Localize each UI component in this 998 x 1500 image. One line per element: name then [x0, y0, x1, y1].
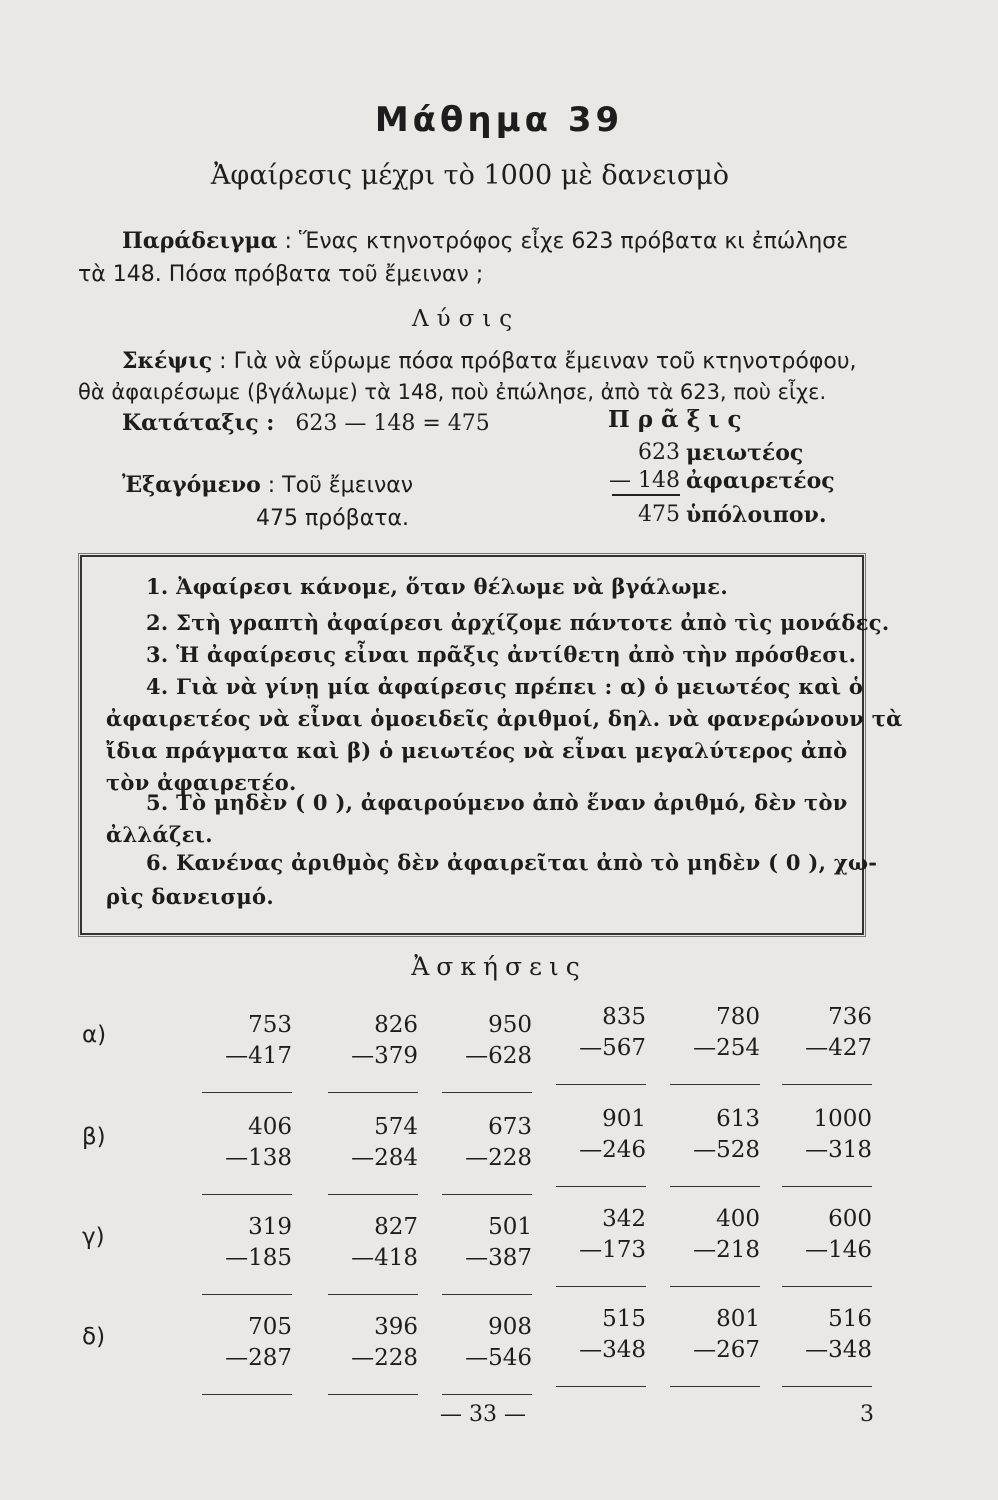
exercise-minuend: 780: [716, 1004, 760, 1030]
exercise-problem: [192, 1010, 292, 1094]
exercise-minuend: 515: [602, 1306, 646, 1332]
answer-line[interactable]: [556, 1084, 646, 1086]
remainder-value: 475: [638, 502, 680, 527]
answer-line[interactable]: [782, 1386, 872, 1388]
answer-line[interactable]: [202, 1092, 292, 1094]
exercise-minuend: 753: [248, 1012, 292, 1038]
exercise-subtrahend: —379: [351, 1043, 418, 1069]
exercise-minuend: 613: [716, 1106, 760, 1132]
exercises-heading: Ἀσκήσεις: [411, 952, 587, 981]
answer-line[interactable]: [202, 1294, 292, 1296]
rule-4-cont-2: ἴδια πράγματα καὶ β) ὁ μειωτέος νὰ εἶναι μεγαλύτερος ἀπὸ: [106, 738, 848, 763]
exercise-subtrahend: —546: [465, 1345, 532, 1371]
exercise-subtrahend: —348: [805, 1337, 872, 1363]
result-line-2: 475 πρόβατα.: [256, 506, 409, 531]
signature-mark: 3: [860, 1402, 874, 1427]
lesson-subtitle: Ἀφαίρεσις μέχρι τὸ 1000 μὲ δανεισμὸ: [210, 160, 730, 191]
exercise-problem: [660, 1204, 760, 1288]
exercise-subtrahend: —228: [351, 1345, 418, 1371]
rule-1: 1. Ἀφαίρεσι κάνομε, ὅταν θέλωμε νὰ βγάλωμε.: [146, 574, 728, 599]
example-line-2: τὰ 148. Πόσα πρόβατα τοῦ ἔμειναν ;: [78, 262, 484, 287]
exercise-minuend: 516: [828, 1306, 872, 1332]
exercise-subtrahend: —348: [579, 1337, 646, 1363]
exercise-problem: [772, 1002, 872, 1086]
calc-underline: [612, 494, 680, 496]
exercise-subtrahend: —528: [693, 1137, 760, 1163]
answer-line[interactable]: [442, 1294, 532, 1296]
answer-line[interactable]: [442, 1394, 532, 1396]
exercise-problem: [660, 1304, 760, 1388]
exercise-subtrahend: —267: [693, 1337, 760, 1363]
exercise-minuend: 950: [488, 1012, 532, 1038]
arrangement-equation: 623 — 148 = 475: [295, 411, 490, 436]
answer-line[interactable]: [442, 1092, 532, 1094]
exercise-subtrahend: —318: [805, 1137, 872, 1163]
minuend-value: 623: [638, 440, 680, 465]
arrangement-label: Κατάταξις :: [122, 410, 275, 436]
result-label: Ἐξαγόμενο: [122, 472, 261, 498]
exercise-minuend: 835: [602, 1004, 646, 1030]
exercise-problem: [772, 1304, 872, 1388]
exercise-subtrahend: —146: [805, 1237, 872, 1263]
exercise-minuend: 574: [374, 1114, 418, 1140]
exercise-problem: [318, 1312, 418, 1396]
rule-4: 4. Γιὰ νὰ γίνῃ μία ἀφαίρεσις πρέπει : α) ὁ μειωτέος καὶ ὁ: [146, 674, 864, 699]
answer-line[interactable]: [782, 1286, 872, 1288]
exercise-minuend: 673: [488, 1114, 532, 1140]
exercise-problem: [772, 1204, 872, 1288]
exercise-subtrahend: —287: [225, 1345, 292, 1371]
exercise-subtrahend: —254: [693, 1035, 760, 1061]
exercise-subtrahend: —418: [351, 1245, 418, 1271]
exercise-minuend: 908: [488, 1314, 532, 1340]
exercise-minuend: 705: [248, 1314, 292, 1340]
exercise-row-label: δ): [82, 1324, 106, 1350]
exercise-problem: [432, 1112, 532, 1196]
exercise-subtrahend: —417: [225, 1043, 292, 1069]
answer-line[interactable]: [328, 1092, 418, 1094]
exercise-minuend: 827: [374, 1214, 418, 1240]
exercise-subtrahend: —567: [579, 1035, 646, 1061]
exercise-problem: [192, 1312, 292, 1396]
example-line-1: [122, 228, 848, 254]
exercise-subtrahend: —427: [805, 1035, 872, 1061]
answer-line[interactable]: [556, 1386, 646, 1388]
result-text-1: : Τοῦ ἔμειναν: [267, 473, 414, 498]
exercise-problem: [192, 1112, 292, 1196]
answer-line[interactable]: [328, 1394, 418, 1396]
rule-6-cont: ρὶς δανεισμό.: [106, 884, 274, 909]
answer-line[interactable]: [556, 1286, 646, 1288]
exercise-minuend: 406: [248, 1114, 292, 1140]
exercise-problem: [432, 1212, 532, 1296]
exercise-subtrahend: —387: [465, 1245, 532, 1271]
result-line-1: [122, 472, 413, 498]
exercise-row-label: γ): [82, 1224, 105, 1250]
solution-heading: Λύσις: [412, 306, 521, 332]
exercise-subtrahend: —138: [225, 1145, 292, 1171]
thought-text-1: : Γιὰ νὰ εὕρωμε πόσα πρόβατα ἔμειναν τοῦ κτηνοτρόφου,: [219, 349, 857, 374]
arrangement-line: [122, 410, 490, 436]
exercise-problem: [546, 1002, 646, 1086]
remainder-label: ὑπόλοιπον.: [686, 502, 827, 528]
exercise-subtrahend: —173: [579, 1237, 646, 1263]
exercise-subtrahend: —246: [579, 1137, 646, 1163]
exercise-row-label: β): [82, 1124, 106, 1150]
exercise-problem: [772, 1104, 872, 1188]
exercise-row-label: α): [82, 1022, 107, 1048]
rule-3: 3. Ἡ ἀφαίρεσις εἶναι πρᾶξις ἀντίθετη ἀπὸ τὴν πρόσθεσι.: [146, 642, 857, 667]
exercise-minuend: 600: [828, 1206, 872, 1232]
answer-line[interactable]: [328, 1294, 418, 1296]
exercise-problem: [660, 1104, 760, 1188]
answer-line[interactable]: [782, 1084, 872, 1086]
exercise-subtrahend: —218: [693, 1237, 760, 1263]
lesson-title: Μάθημα 39: [374, 100, 624, 140]
rule-2: 2. Στὴ γραπτὴ ἀφαίρεσι ἀρχίζομε πάντοτε ἀπὸ τὶς μονάδες.: [146, 610, 890, 635]
thought-line-2: θὰ ἀφαιρέσωμε (βγάλωμε) τὰ 148, ποὺ ἐπώλησε, ἀπὸ τὰ 623, ποὺ εἶχε.: [78, 380, 827, 404]
exercise-problem: [318, 1212, 418, 1296]
exercise-minuend: 501: [488, 1214, 532, 1240]
exercise-problem: [318, 1010, 418, 1094]
exercise-minuend: 342: [602, 1206, 646, 1232]
thought-line-1: [122, 348, 857, 374]
answer-line[interactable]: [782, 1186, 872, 1188]
subtrahend-label: ἀφαιρετέος: [686, 468, 835, 494]
exercise-minuend: 319: [248, 1214, 292, 1240]
exercise-problem: [432, 1312, 532, 1396]
rule-5: 5. Τὸ μηδὲν ( 0 ), ἀφαιρούμενο ἀπὸ ἕναν ἀριθμό, δὲν τὸν: [146, 790, 848, 815]
answer-line[interactable]: [442, 1194, 532, 1196]
answer-line[interactable]: [202, 1394, 292, 1396]
exercise-minuend: 396: [374, 1314, 418, 1340]
exercise-subtrahend: —228: [465, 1145, 532, 1171]
rule-4-cont-3: τὸν ἀφαιρετέο.: [106, 770, 297, 795]
exercise-problem: [546, 1204, 646, 1288]
answer-line[interactable]: [556, 1186, 646, 1188]
rule-5-cont: ἀλλάζει.: [106, 822, 213, 847]
answer-line[interactable]: [670, 1084, 760, 1086]
subtrahend-value: — 148: [609, 468, 680, 493]
exercise-minuend: 901: [602, 1106, 646, 1132]
answer-line[interactable]: [670, 1186, 760, 1188]
exercise-minuend: 1000: [813, 1106, 872, 1132]
exercise-problem: [432, 1010, 532, 1094]
exercise-problem: [660, 1002, 760, 1086]
exercise-subtrahend: —628: [465, 1043, 532, 1069]
exercise-subtrahend: —284: [351, 1145, 418, 1171]
answer-line[interactable]: [202, 1194, 292, 1196]
exercise-minuend: 400: [716, 1206, 760, 1232]
minuend-label: μειωτέος: [686, 440, 804, 466]
rule-6: 6. Κανένας ἀριθμὸς δὲν ἀφαιρεῖται ἀπὸ τὸ μηδὲν ( 0 ), χω-: [146, 850, 878, 875]
exercise-problem: [546, 1104, 646, 1188]
answer-line[interactable]: [670, 1386, 760, 1388]
exercise-problem: [192, 1212, 292, 1296]
exercise-subtrahend: —185: [225, 1245, 292, 1271]
answer-line[interactable]: [328, 1194, 418, 1196]
operation-heading: Πρᾶξις: [608, 406, 750, 433]
exercise-minuend: 736: [828, 1004, 872, 1030]
exercise-minuend: 826: [374, 1012, 418, 1038]
exercise-problem: [546, 1304, 646, 1388]
exercise-problem: [318, 1112, 418, 1196]
example-label: Παράδειγμα: [122, 228, 278, 254]
answer-line[interactable]: [670, 1286, 760, 1288]
thought-label: Σκέψις: [122, 348, 213, 374]
example-text-1: : Ἕνας κτηνοτρόφος εἶχε 623 πρόβατα κι ἐπώλησε: [284, 229, 849, 254]
exercise-minuend: 801: [716, 1306, 760, 1332]
rule-4-cont-1: ἀφαιρετέος νὰ εἶναι ὁμοειδεῖς ἀριθμοί, δηλ. νὰ φανερώνουν τὰ: [106, 706, 903, 731]
page-number: — 33 —: [440, 1402, 526, 1427]
